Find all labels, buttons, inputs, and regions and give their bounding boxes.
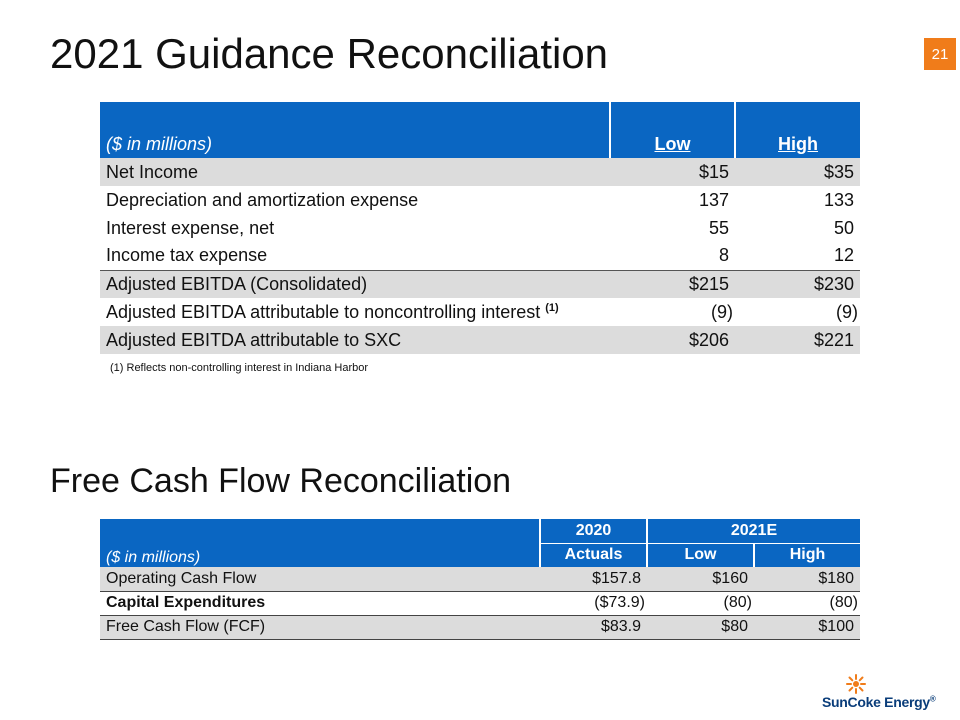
row-label: Depreciation and amortization expense [106,189,419,210]
logo-wordmark [822,694,935,710]
footnote-marker: (1) [545,301,559,314]
row-label: Interest expense, net [106,217,275,238]
table-header-row [100,102,860,158]
col-header-high: High [735,102,860,158]
row-high: $100 [754,615,860,639]
col-header-actuals: Actuals [540,543,647,567]
row-label: Adjusted EBITDA attributable to noncontrolling interest [106,301,541,322]
row-label: Free Cash Flow (FCF) [100,615,540,639]
table-row [100,326,860,354]
row-label-with-footnote [100,298,610,326]
row-actuals: $157.8 [540,567,647,591]
row-label: Net Income [100,158,610,186]
table-row [100,591,860,615]
row-high: (80) [754,591,860,615]
row-low: (80) [647,591,754,615]
row-high: 50 [833,217,854,238]
row-low: 8 [718,245,729,266]
table-row [100,158,860,186]
row-label: Income tax expense [106,245,268,266]
slide-title: 2021 Guidance Reconciliation [50,30,609,77]
row-low: $15 [610,158,735,186]
row-high: $230 [735,270,860,298]
row-low: $80 [647,615,754,639]
col-header-2021e: 2021E [647,519,860,543]
logo-text: SunCoke Energy [822,694,930,710]
page-number: 21 [924,38,956,70]
free-cash-flow-table [100,519,860,640]
table-row [100,270,860,298]
col-header-2020: 2020 [540,519,647,543]
table-row [100,242,860,270]
row-label: Adjusted EBITDA (Consolidated) [100,270,610,298]
suncoke-logo [822,674,952,714]
table-row [100,567,860,591]
table-header-row [100,519,860,543]
table-row [100,615,860,639]
table-row [100,214,860,242]
row-label: Adjusted EBITDA attributable to SXC [100,326,610,354]
row-high: $180 [754,567,860,591]
row-high: (9) [836,301,858,322]
sun-icon [846,674,866,694]
row-low: 137 [698,189,729,210]
row-actuals: ($73.9) [540,591,647,615]
table-row [100,186,860,214]
section-title: Free Cash Flow Reconciliation [50,462,512,500]
col-header-high: High [754,543,860,567]
footnote: (1) Reflects non-controlling interest in Indiana Harbor [110,362,369,374]
row-high: 12 [833,245,854,266]
row-actuals: $83.9 [540,615,647,639]
row-label: Capital Expenditures [100,591,540,615]
units-caption: ($ in millions) [100,102,610,158]
row-low: $160 [647,567,754,591]
row-low: $215 [610,270,735,298]
row-high: $221 [735,326,860,354]
row-low: (9) [711,301,733,322]
registered-mark: ® [929,694,936,704]
row-label: Operating Cash Flow [100,567,540,591]
guidance-reconciliation-table [100,102,860,354]
table-row [100,298,860,326]
row-low: $206 [610,326,735,354]
row-high: 133 [823,189,854,210]
col-header-low: Low [610,102,735,158]
units-caption: ($ in millions) [100,519,540,567]
row-high: $35 [735,158,860,186]
col-header-low: Low [647,543,754,567]
row-low: 55 [708,217,729,238]
